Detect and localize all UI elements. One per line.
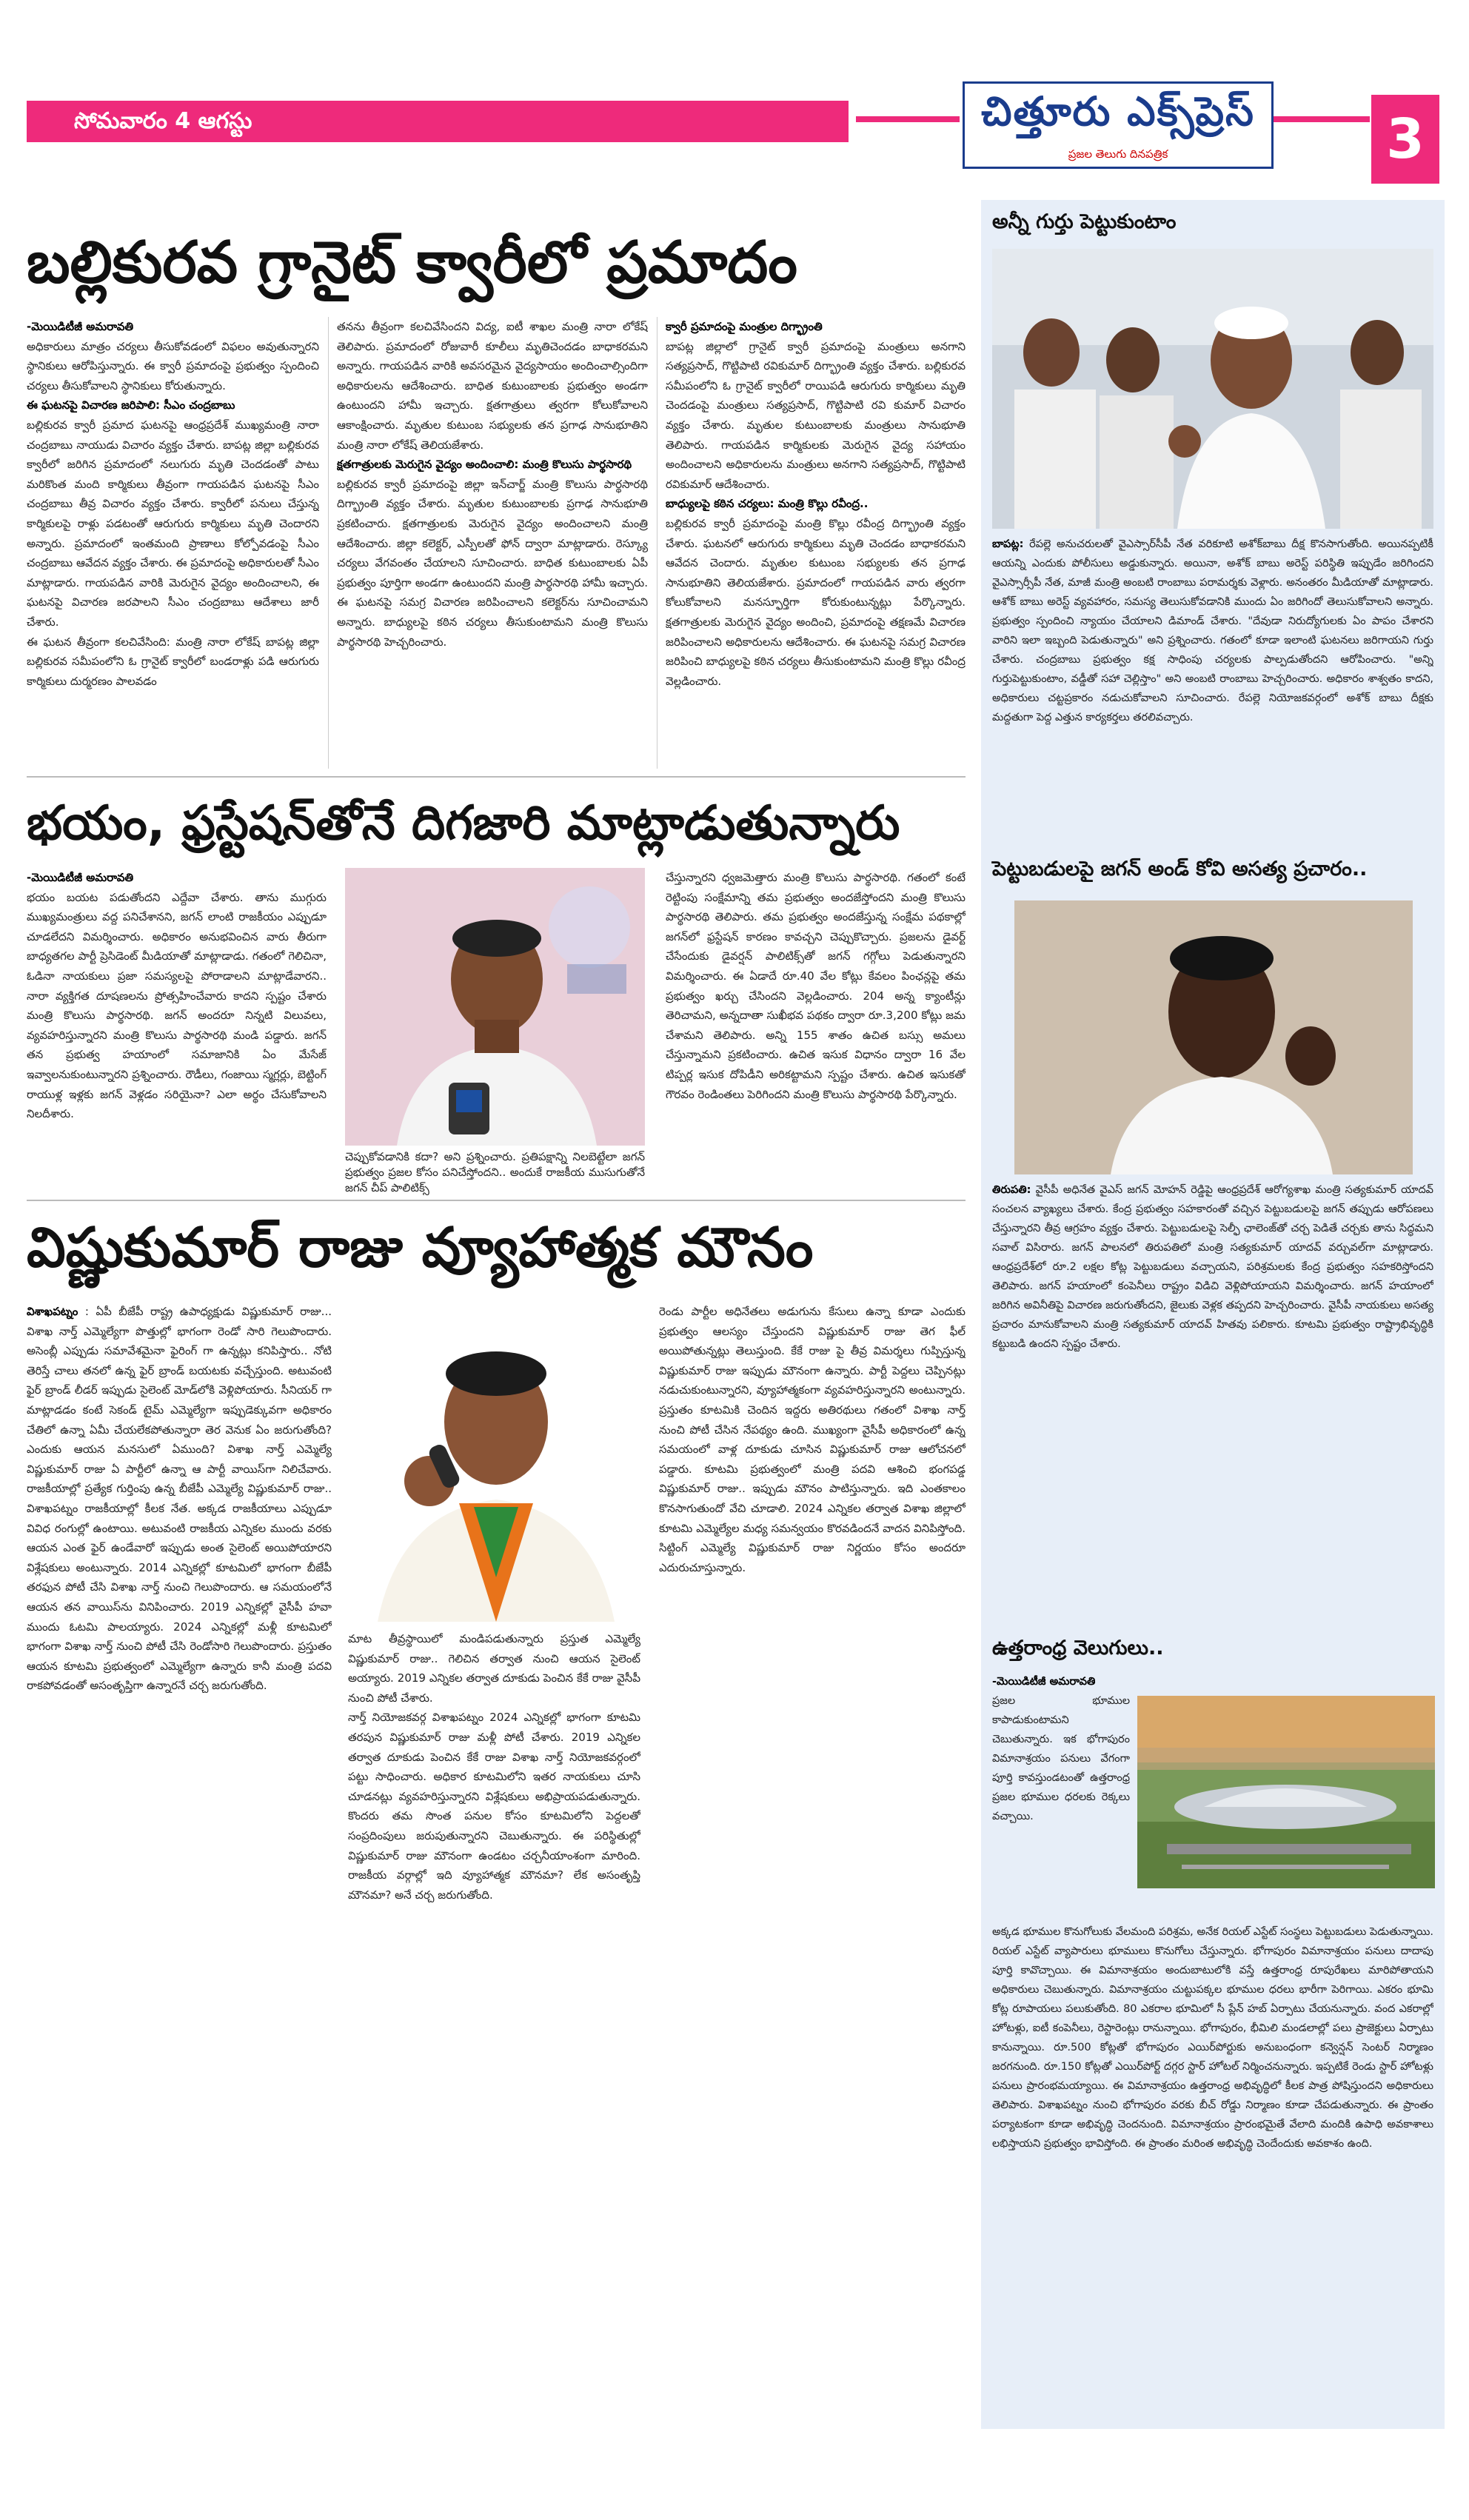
sidebar-story1-body: రేపల్లె అనుచరులతో వైఎస్సార్‌సీపీ నేత వరికూటి అశోక్‌బాబు దీక్ష కొనసాగుతోంది. అయినప్పటికీ ఆయన్ని ఎందుకు పోలీసులు అడ్డుకున్నారు. అయినా, అశోక్ బాబు అరెస్ట్ పరిస్థితి ఇప్పుడేం జరిగిందని వైఎస్సార్సీపీ నేత, మాజీ మంత్రి అంబటి రాంబాబు పరామర్శకు వెళ్లారు. అనంతరం మీడియాతో మాట్లాడారు. ఆశోక్ బాబు అరెస్ట్ వ్యవహారం, సమస్య తెలుసుకోవడానికి ముందు ఏం జరిగిందో తెలుసుకోవాలని అన్నారు. ప్రభుత్వం స్పందించి న్యాయం చేయాలని డిమాండ్ చేశారు. "దేవుడా నిరుద్యోగులకు ఏం పాపం చేశారని వారిని ఇలా ఇబ్బంది పెడుతున్నారు" అని ప్రశ్నించారు. గతంలో కూడా ఇలాంటి ఘటనలు జరిగాయని గుర్తు చేశారు. చంద్రబాబు ప్రభుత్వం కక్ష సాధింపు చర్యలకు పాల్పడుతోందని ఆరోపించారు. "అన్ని గుర్తుపెట్టుకుంటాం, వడ్డీతో సహా చెల్లిస్తాం" అని అంబటి రాంబాబు హెచ్చరించారు. అధికారం శాశ్వతం కాదని, అధికారులు చట్టప్రకారం నడుచుకోవాలని సూచించారు. రేపల్లె నియోజకవర్గంలో అశోక్ బాబు దీక్షకు మద్దతుగా పెద్ద ఎత్తున కార్యకర్తలు తరలివచ్చారు. xyxy=(992,538,1433,723)
article2-byline: -మెయిడిటీజీ అమరావతి xyxy=(27,871,134,884)
article1-col1-para1: అధికారులు మాత్రం చర్యలు తీసుకోవడంలో విఫలం అవుతున్నారని స్థానికులు ఆరోపిస్తున్నారు. ఈ క్వారీ ప్రమాదంపై ప్రభుత్వం స్పందించి చర్యలు తీసుకోవాలని స్థానికులు కోరుతున్నారు. xyxy=(27,339,319,392)
ambati-rambabu-photo xyxy=(992,249,1433,529)
article1-col2-para1: తనను తీవ్రంగా కలచివేసిందని విద్య, ఐటీ శాఖల మంత్రి నారా లోకేష్ తెలిపారు. ప్రమాదంలో రోజువారీ కూలీలు మృతిచెందడం బాధాకరమని అన్నారు. గాయపడిన వారికి అవసరమైన వైద్యసాయం అందించాల్సిందిగా అధికారులను ఆదేశించారు. బాధిత కుటుంబాలకు ప్రభుత్వం అండగా ఉంటుందని హామీ ఇచ్చారు. క్షతగాత్రులు త్వరగా కోలుకోవాలని ఆకాంక్షించారు. మృతుల కుటుంబ సభ్యులకు తన ప్రగాఢ సానుభూతిని మంత్రి నారా లోకేష్ తెలియజేశారు. xyxy=(337,320,648,452)
column-divider xyxy=(328,317,329,769)
sidebar-story1-lead: బాపట్ల: xyxy=(992,538,1024,550)
sidebar-story3-text xyxy=(992,1922,1433,2423)
section-divider xyxy=(27,1200,966,1201)
bhogapuram-airport-photo xyxy=(1137,1696,1435,1888)
article1-col2-subhead: క్షతగాత్రులకు మెరుగైన వైద్యం అందించాలి: మంత్రి కొలుసు పార్థసారథి xyxy=(337,458,632,472)
article2-col1-para1: భయం బయట పడుతోందని ఎద్దేవా చేశారు. తాను ముగ్గురు ముఖ్యమంత్రులు వద్ద పనిచేశానని, జగన్ లాంటి రాజకీయం ఎప్పుడూ చూడలేదని విమర్శించారు. అధికారం అనుభవించిన వారు తీరుగా బాధ్యతగల పార్టీ ప్రెసిడెంట్ మీడియాతో మాట్లాడాడు. గతంలో గెలిచినా, ఓడినా నాయకులు ప్రజా సమస్యలపై పోరాడాలని మాట్లాడేవారని.. నారా వ్యక్తిగత దూషణలను ప్రోత్సహించేవారు కాదని స్పష్టం చేశారు మంత్రి కొలుసు పార్థసారథి. జగన్ అందరూ నిన్నటి విలువలు, వ్యవహరిస్తున్నారని మంత్రి కొలుసు పార్థసారథి మండి పడ్డారు. జగన్ తన ప్రభుత్వ హయాంలో సమాజానికి ఏం మేసేజ్ ఇవ్వాలనుకుంటున్నారని ప్రశ్నించారు. రౌడీలు, గంజాయి స్మగ్లర్లు, బెట్టింగ్ రాయుళ్ల ఇళ్లకు జగన్ వెళ్లడం సరియైనా? ఎలా అర్థం చేసుకోవాలని నిలదీశారు. xyxy=(27,890,327,1121)
sidebar-story3-byline: -మెయిడిటీజీ అమరావతి xyxy=(992,1676,1096,1688)
section-divider xyxy=(27,776,966,778)
article3-column-1 xyxy=(27,1302,332,2420)
sidebar-story3-narrow-text xyxy=(992,1672,1130,1916)
article1-col3-para2: బల్లికురవ క్వారీ ప్రమాదంపై మంత్రి కొల్లు రవీంద్ర దిగ్భ్రాంతి వ్యక్తం చేశారు. ఘటనలో ఆరుగురు కార్మికులు మృతి చెందడం బాధాకరమని ఆవేదన చెందారు. మృతుల కుటుంబ సభ్యులకు తన ప్రగాఢ సానుభూతిని తెలియజేశారు. ప్రమాదంలో గాయపడిన వారు త్వరగా కోలుకోవాలని మనస్ఫూర్తిగా కోరుకుంటున్నట్లు పేర్కొన్నారు. క్షతగాత్రులకు మెరుగైన వైద్యం అందించి, ప్రమాదంపై తక్షణమే విచారణ జరిపించాలని అధికారులను ఆదేశించారు. ఈ ఘటనపై సమగ్ర విచారణ జరిపించి బాధ్యులపై కఠిన చర్యలు తీసుకుంటామని మంత్రి కొల్లు రవీంద్ర వెల్లడించారు. xyxy=(666,516,966,688)
article2-column-1 xyxy=(27,868,327,1194)
article1-column-1 xyxy=(27,317,319,769)
sidebar-story3-body: అక్కడ భూముల కొనుగోలుకు వేలమంది పరిశ్రమ, అనేక రియల్ ఎస్టేట్ సంస్థలు పెట్టుబడులు పెడుతున్నాయి. రియల్ ఎస్టేట్ వ్యాపారులు భూములు కొనుగోలు చేస్తున్నారు. భోగాపురం విమానాశ్రయం పనులు దాదాపు పూర్తి కావొచ్చాయి. ఈ విమానాశ్రయం అందుబాటులోకి వస్తే ఉత్తరాంధ్ర రూపురేఖలు మారిపోతాయని అధికారులు చెబుతున్నారు. విమానాశ్రయం చుట్టుపక్కల భూముల ధరలు భారీగా పెరిగాయి. ఎకరం భూమి కోట్ల రూపాయలు పలుకుతోంది. 80 ఎకరాల భూమిలో సీ ప్లేన్ హబ్ ఏర్పాటు చేయనున్నారు. వంద ఎకరాల్లో హోటళ్లు, ఐటీ కంపెనీలు, రెస్టారెంట్లు రానున్నాయి. భోగాపురం, భీమిలి మండలాల్లో పలు ప్రాజెక్టులు ఏర్పాటు కానున్నాయి. రూ.500 కోట్లతో భోగాపురం ఎయిర్‌పోర్టుకు అనుబంధంగా కన్వెన్షన్ సెంటర్ నిర్మాణం జరగనుంది. రూ.150 కోట్లతో ఎయిర్‌పోర్ట్ దగ్గర స్టార్ హోటల్ నిర్మించనున్నారు. ఇప్పటికే రెండు స్టార్ హోటళ్లు పనులు ప్రారంభమయ్యాయి. ఈ విమానాశ్రయం ఉత్తరాంధ్ర అభివృద్ధిలో కీలక పాత్ర పోషిస్తుందని అధికారులు తెలిపారు. విశాఖపట్నం నుంచి భోగాపురం వరకు బీచ్ రోడ్డు నిర్మాణం కూడా చేపడుతున్నారు. ఈ ప్రాంతం పర్యాటకంగా కూడా అభివృద్ధి చెందనుంది. విమానాశ్రయం ప్రారంభమైతే వేలాది మందికి ఉపాధి అవకాశాలు లభిస్తాయని ప్రభుత్వం భావిస్తోంది. ఈ ప్రాంతం మరింత అభివృద్ధి చెందేందుకు అవకాశం ఉంది. xyxy=(992,1926,1433,2150)
issue-date: సోమవారం 4 ఆగస్టు 2025 xyxy=(27,101,315,142)
article3-headline: విష్ణుకుమార్ రాజు వ్యూహాత్మక మౌనం xyxy=(27,1216,814,1280)
vishnukumar-raju-photo xyxy=(348,1311,640,1622)
article1-column-2 xyxy=(337,317,648,769)
header-divider-left xyxy=(856,116,960,122)
paper-name: చిత్తూరు ఎక్స్‌ప్రెస్ xyxy=(981,88,1255,135)
article2-headline: భయం, ఫ్రస్టేషన్‌తోనే దిగజారి మాట్లాడుతున్నారు xyxy=(27,796,900,851)
minister-press-photo xyxy=(345,868,645,1146)
masthead xyxy=(963,81,1274,169)
paper-tagline: ప్రజల తెలుగు దినపత్రిక xyxy=(1068,147,1168,161)
article3-column-3 xyxy=(659,1302,966,2420)
article3-col3-para1: రెండు పార్టీల అధినేతలు అడుగును కేసులు ఉన్నా కూడా ఎందుకు ప్రభుత్వం ఆలస్యం చేస్తుందని విష్ణుకుమార్ రాజు తెగ ఫీల్ అయిపోతున్నట్లు తెలుస్తుంది. కేకే రాజు పై తీవ్ర విమర్శలు గుప్పిస్తున్న విష్ణుకుమార్ రాజు ఇప్పుడు మౌనంగా ఉన్నారు. పార్టీ పెద్దలు చెప్పినట్లు నడుచుకుంటున్నారని, వ్యూహాత్మకంగా వ్యవహరిస్తున్నారని అంటున్నారు. ప్రస్తుతం కూటమికి చెందిన ఇద్దరు అతిరథులు గతంలో విశాఖ నార్త్ నుంచి పోటీ చేసిన నేపథ్యం ఉంది. ముఖ్యంగా వైసీపీ అధికారంలో ఉన్న సమయంలో వాళ్ల దూకుడు చూసిన విష్ణుకుమార్ రాజు ఆలోచనలో పడ్డారు. కూటమి ప్రభుత్వంలో మంత్రి పదవి ఆశించి భంగపడ్డ విష్ణుకుమార్ రాజు.. ఇప్పుడు మౌనం పాటిస్తున్నారు. ఇది ఎంతకాలం కొనసాగుతుందో వేచి చూడాలి. 2024 ఎన్నికల తర్వాత విశాఖ జిల్లాలో కూటమి ఎమ్మెల్యేల మధ్య సమన్వయం కొరవడిందనే వాదన వినిపిస్తోంది. సిట్టింగ్ ఎమ్మెల్యే విష్ణుకుమార్ రాజు నిర్ణయం కోసం అందరూ ఎదురుచూస్తున్నారు. xyxy=(659,1305,966,1574)
article1-headline: బల్లికురవ గ్రానైట్ క్వారీలో ప్రమాదం xyxy=(27,230,797,296)
sidebar-story2-headline: పెట్టుబడులపై జగన్ అండ్ కోవి అసత్య ప్రచారం.. xyxy=(992,858,1368,880)
sidebar-story3-headline: ఉత్తరాంధ్ర వెలుగులు.. xyxy=(992,1637,1164,1660)
article3-photo-caption: మాట తీవ్రస్థాయిలో మండిపడుతున్నారు ప్రస్తుత ఎమ్మెల్యే విష్ణుకుమార్ రాజు.. గెలిచిన తర్వాత నుంచి ఆయన సైలెంట్ అయ్యారు. 2019 ఎన్నికల తర్వాత దూకుడు పెంచిన కేకే రాజు వైసీపీ నుంచి పోటీ చేశారు. xyxy=(348,1632,640,1705)
sidebar-story2-body: వైసీపీ అధినేత వైఎస్ జగన్ మోహన్ రెడ్డిపై ఆంధ్రప్రదేశ్ ఆరోగ్యశాఖ మంత్రి సత్యకుమార్ యాదవ్ సంచలన వ్యాఖ్యలు చేశారు. కేంద్ర ప్రభుత్వం సహకారంతో వచ్చిన పెట్టుబడులపై జగన్ తప్పుడు ఆరోపణలు చేస్తున్నారని తీవ్ర ఆగ్రహం వ్యక్తం చేశారు. పెట్టుబడులపై సెల్ఫీ ఛాలెంజ్‌తో చర్చ పెడితే చర్చకు తాను సిద్ధమని సవాల్ విసిరారు. జగన్ పాలనలో తిరుపతిలో మంత్రి సత్యకుమార్ యాదవ్ వర్చువల్‌గా మాట్లాడారు. ఆంధ్రప్రదేశ్‌లో రూ.2 లక్షల కోట్ల పెట్టుబడులు వచ్చాయని, పరిశ్రమలకు కేంద్ర ప్రభుత్వం సహకరిస్తోందని తెలిపారు. జగన్ హయాంలో కంపెనీలు రాష్ట్రం విడిచి వెళ్లిపోయాయని విమర్శించారు. జగన్ హయాంలో జరిగిన అవినీతిపై విచారణ జరుగుతోందని, జైలుకు వెళ్లక తప్పదని హెచ్చరించారు. వైసీపీ నాయకులు అసత్య ప్రచారం మానుకోవాలని మంత్రి సత్యకుమార్ యాదవ్ హితవు పలికారు. కూటమి ప్రభుత్వం రాష్ట్రాభివృద్ధికి కట్టుబడి ఉందని స్పష్టం చేశారు. xyxy=(992,1184,1433,1350)
article1-col3-subhead-2: బాధ్యులపై కఠిన చర్యలు: మంత్రి కొల్లు రవీంద్ర.. xyxy=(666,497,869,511)
article2-photo-caption: చెప్పుకోవడానికి కదా? అని ప్రశ్నించారు. ప్రతిపక్షాన్ని నిలబెట్టేలా జగన్ ప్రభుత్వం ప్రజల కోసం పనిచేస్తోందని.. అందుకే రాజకీయ ముసుగుతోనే జగన్ చీప్ పాలిటిక్స్ xyxy=(345,1150,645,1194)
sidebar-story1-text xyxy=(992,535,1433,883)
article1-byline: -మెయిడిటీజీ అమరావతి xyxy=(27,320,134,333)
article1-col1-para2: బల్లికురవ క్వారీ ప్రమాద ఘటనపై ఆంధ్రప్రదేశ్ ముఖ్యమంత్రి నారా చంద్రబాబు నాయుడు విచారం వ్యక్తం చేశారు. బాపట్ల జిల్లా బల్లికురవ క్వారీలో జరిగిన ప్రమాదంలో నలుగురు మృతి చెందడంతో పాటు మరికొంత మంది కార్మికులు తీవ్రంగా గాయపడిన ఘటనపై సీఎం చంద్రబాబు తీవ్ర విచారం వ్యక్తం చేశారు. క్వారీలో పనులు చేస్తున్న కార్మికులపై రాళ్లు పడటంతో ఆరుగురు కార్మికులు మృతి చెందారని అన్నారు. ప్రమాదంలో ఇంతమంది ప్రాణాలు కోల్పోవడంపై సీఎం చంద్రబాబు ఆవేదన వ్యక్తం చేశారు. ఈ ప్రమాదంపై అధికారులతో సీఎం మాట్లాడారు. గాయపడిన వారికి మెరుగైన వైద్యం అందించాలని, ఈ ఘటనపై విచారణ జరపాలని సీఎం చంద్రబాబు ఆదేశాలు జారీ చేశారు. xyxy=(27,418,319,629)
page-number: 3 xyxy=(1371,95,1439,184)
article1-col1-para3: ఈ ఘటన తీవ్రంగా కలచివేసింది: మంత్రి నారా లోకేష్ బాపట్ల జిల్లా బల్లికురవ సమీపంలోని ఓ గ్రానైట్ క్వారీలో బండరాళ్లు పడి ఆరుగురు కార్మికులు దుర్మరణం పాలవడం xyxy=(27,635,319,688)
article3-col2-para1: నార్త్ నియోజకవర్గ విశాఖపట్నం 2024 ఎన్నికల్లో భాగంగా కూటమి తరపున విష్ణుకుమార్ రాజు మళ్లీ పోటీ చేశారు. 2019 ఎన్నికల తర్వాత దూకుడు పెంచిన కేకే రాజు విశాఖ నార్త్ నియోజకవర్గంలో పట్టు సాధించారు. అధికార కూటమిలోని ఇతర నాయకులు చూసి చూడనట్లు వ్యవహరిస్తున్నారని విశ్లేషకులు అభిప్రాయపడుతున్నారు. కొందరు తమ సొంత పనుల కోసం కూటమిలోని పెద్దలతో సంప్రదింపులు జరుపుతున్నారని చెబుతున్నారు. ఈ పరిస్థితుల్లో విష్ణుకుమార్ రాజు మౌనంగా ఉండటం చర్చనీయాంశంగా మారింది. రాజకీయ వర్గాల్లో ఇది వ్యూహాత్మక మౌనమా? లేక అసంతృప్తి మౌనమా? అనే చర్చ జరుగుతోంది. xyxy=(348,1711,640,1902)
article1-column-3 xyxy=(666,317,966,769)
article1-col3-para1: బాపట్ల జిల్లాలో గ్రానైట్ క్వారీ ప్రమాదంపై మంత్రులు అనగాని సత్యప్రసాద్, గొట్టిపాటి రవికుమార్ దిగ్భ్రాంతి వ్యక్తం చేశారు. బల్లికురవ సమీపంలోని ఓ గ్రానైట్ క్వారీలో రాయిపడి ఆరుగురు కార్మికులు మృతి చెందడంపై మంత్రులు సత్యప్రసాద్, గొట్టిపాటి రవి కుమార్ విచారం వ్యక్తం చేశారు. మృతుల కుటుంబాలకు మంత్రులు సానుభూతి తెలిపారు. గాయపడిన కార్మికులకు మెరుగైన వైద్య సహాయం అందించాలని అధికారులను మంత్రులు అనగాని సత్యప్రసాద్, గొట్టిపాటి రవికుమార్ ఆదేశించారు. xyxy=(666,339,966,491)
article2-column-3 xyxy=(666,868,966,1194)
article3-col1-para1: : ఏపీ బీజేపీ రాష్ట్ర ఉపాధ్యక్షుడు విష్ణుకుమార్ రాజు... విశాఖ నార్త్ ఎమ్మెల్యేగా పొత్తుల్లో భాగంగా రెండో సారి గెలుపొందారు. అసెంబ్లీ ఎప్పుడు సమావేశమైనా ఫైరింగ్ గా ఉన్నట్లు కనిపిస్తారు.. నోటి తెరిస్తే చాలు తనలో ఉన్న ఫైర్ బ్రాండ్ బయటకు వచ్చేస్తుంది. అటువంటి ఫైర్ బ్రాండ్ లీడర్ ఇప్పుడు సైలెంట్ మోడ్‌లోకి వెళ్లిపోయారు. సీనియర్ గా మాట్లాడడం కంటే సెకండ్ టైమ్ ఎమ్మెల్యేగా ఇప్పుడెక్కువగా అధికారం చేతిలో ఉన్నా ఏమీ చేయలేకపోతున్నారా తెర వెనుక ఏం జరుగుతోంది? ఎందుకు ఆయన మనసులో ఏముంది? విశాఖ నార్త్ ఎమ్మెల్యే విష్ణుకుమార్ రాజు ఏ పార్టీలో ఉన్నా ఆ పార్టీ వాయిస్‌గా నిలిచేవారు. రాజకీయాల్లో ప్రత్యేక గుర్తింపు ఉన్న బీజేపీ ఎమ్మెల్యే విష్ణుకుమార్ రాజు.. విశాఖపట్నం రాజకీయాల్లో కీలక నేత. అక్కడ రాజకీయాలు ఎప్పుడూ వివిధ రంగుల్లో ఉంటాయి. అటువంటి రాజకీయ ఎన్నికల ముందు వరకు ఆయన ఎంత ఫైర్ ఉండేవారో ఇప్పుడు అంత సైలెంట్ అయిపోయారని విశ్లేషకులు అంటున్నారు. 2014 ఎన్నికల్లో కూటమిలో భాగంగా బీజేపీ తరఫున పోటీ చేసి విశాఖ నార్త్ నుంచి గెలుపొందారు. ఆ సమయంలోనే ఆయన తన వాయిస్‌ను వినిపించారు. 2019 ఎన్నికల్లో వైసీపీ హవా ముందు ఓటమి పాలయ్యారు. 2024 ఎన్నికల్లో మళ్లీ కూటమిలో భాగంగా విశాఖ నార్త్ నుంచి పోటీ చేసి రెండోసారి గెలుపొందారు. ప్రస్తుతం ఆయన కూటమి ప్రభుత్వంలో ఎమ్మెల్యేగా ఉన్నారు కానీ మంత్రి పదవి రాకపోవడంతో అసంతృప్తిగా ఉన్నారనే చర్చ జరుగుతోంది. xyxy=(27,1305,332,1693)
header-divider-right xyxy=(1274,116,1370,122)
article3-byline: విశాఖపట్నం xyxy=(27,1305,78,1318)
satyakumar-yadav-photo xyxy=(1014,900,1413,1174)
sidebar-story2-lead: తిరుపతి: xyxy=(992,1184,1031,1196)
article1-col3-subhead-1: క్వారీ ప్రమాదంపై మంత్రుల దిగ్భ్రాంతి xyxy=(666,320,823,333)
sidebar-story3-narrow-body: ప్రజల భూముల కాపాడుకుంటామని చెబుతున్నారు. ఇక భోగాపురం విమానాశ్రయం పనులు వేగంగా పూర్తి కావస్తుండటంతో ఉత్తరాంధ్ర ప్రజల భూముల ధరలకు రెక్కలు వచ్చాయి. xyxy=(992,1695,1130,1822)
sidebar-story2-text xyxy=(992,1180,1433,1632)
article2-col3-para1: చేస్తున్నారని ధ్వజమెత్తారు మంత్రి కొలుసు పార్థసారథి. గతంలో కంటే రెట్టింపు సంక్షేమాన్ని తమ ప్రభుత్వం అందజేస్తోందని మంత్రి కొలుసు పార్థసారథి తెలిపారు. తమ ప్రభుత్వం అందజేస్తున్న సంక్షేమ పథకాల్లో జగన్‌లో ఫ్రస్టేషన్ కారణం కావచ్చని చెప్పుకొచ్చారు. ప్రజలను డైవర్ట్ చేసేందుకు డైవర్షన్ పాలిటిక్స్‌తో జగన్ గగ్గోలు పెడుతున్నారని విమర్శించారు. ఈ ఏడాదే రూ.40 వేల కోట్లు కేవలం పింఛన్లపై తమ ప్రభుత్వం ఖర్చు చేసిందని వెల్లడించారు. 204 అన్న క్యాంటీన్లు తెరిచామని, అన్నదాతా సుఖీభవ పథకం ద్వారా రూ.3,200 కోట్లు జమ చేశామని తెలిపారు. అన్ని 155 శాతం ఉచిత బస్సు అమలు చేస్తున్నామని ప్రకటించారు. ఉచిత ఇసుక విధానం ద్వారా 16 వేల టిప్పర్ల ఇసుక దోపిడీని అరికట్టామని స్పష్టం చేశారు. ఉచిత ఇసుకతో గౌరవం రెండింతలు పెరిగిందని మంత్రి కొలుసు పార్థసారథి పేర్కొన్నారు. xyxy=(666,871,966,1101)
article1-col1-subhead: ఈ ఘటనపై విచారణ జరిపాలి: సీఎం చంద్రబాబు xyxy=(27,398,235,412)
article3-column-2 xyxy=(348,1629,640,2420)
article1-col2-para2: బల్లికురవ క్వారీ ప్రమాదంపై జిల్లా ఇన్‌చార్జ్ మంత్రి కొలుసు పార్థసారథి దిగ్భ్రాంతి వ్యక్తం చేశారు. మృతుల కుటుంబాలకు ప్రగాఢ సానుభూతి ప్రకటించారు. క్షతగాత్రులకు మెరుగైన వైద్యం అందించాలని మంత్రి ఆదేశించారు. జిల్లా కలెక్టర్, ఎస్పీలతో ఫోన్ ద్వారా మాట్లాడారు. రెస్క్యూ చర్యలు వేగవంతం చేయాలని సూచించారు. బాధిత కుటుంబాలకు ఏపీ ప్రభుత్వం పూర్తిగా అండగా ఉంటుందని మంత్రి పార్థసారథి హామీ ఇచ్చారు. ఈ ఘటనపై సమగ్ర విచారణ జరిపించాలని కలెక్టర్‌ను సూచించామని అన్నారు. బాధ్యులపై కఠిన చర్యలు తీసుకుంటామని మంత్రి కొలుసు పార్థసారథి హెచ్చరించారు. xyxy=(337,477,648,649)
sidebar-story1-headline: అన్నీ గుర్తు పెట్టుకుంటాం xyxy=(992,210,1177,233)
